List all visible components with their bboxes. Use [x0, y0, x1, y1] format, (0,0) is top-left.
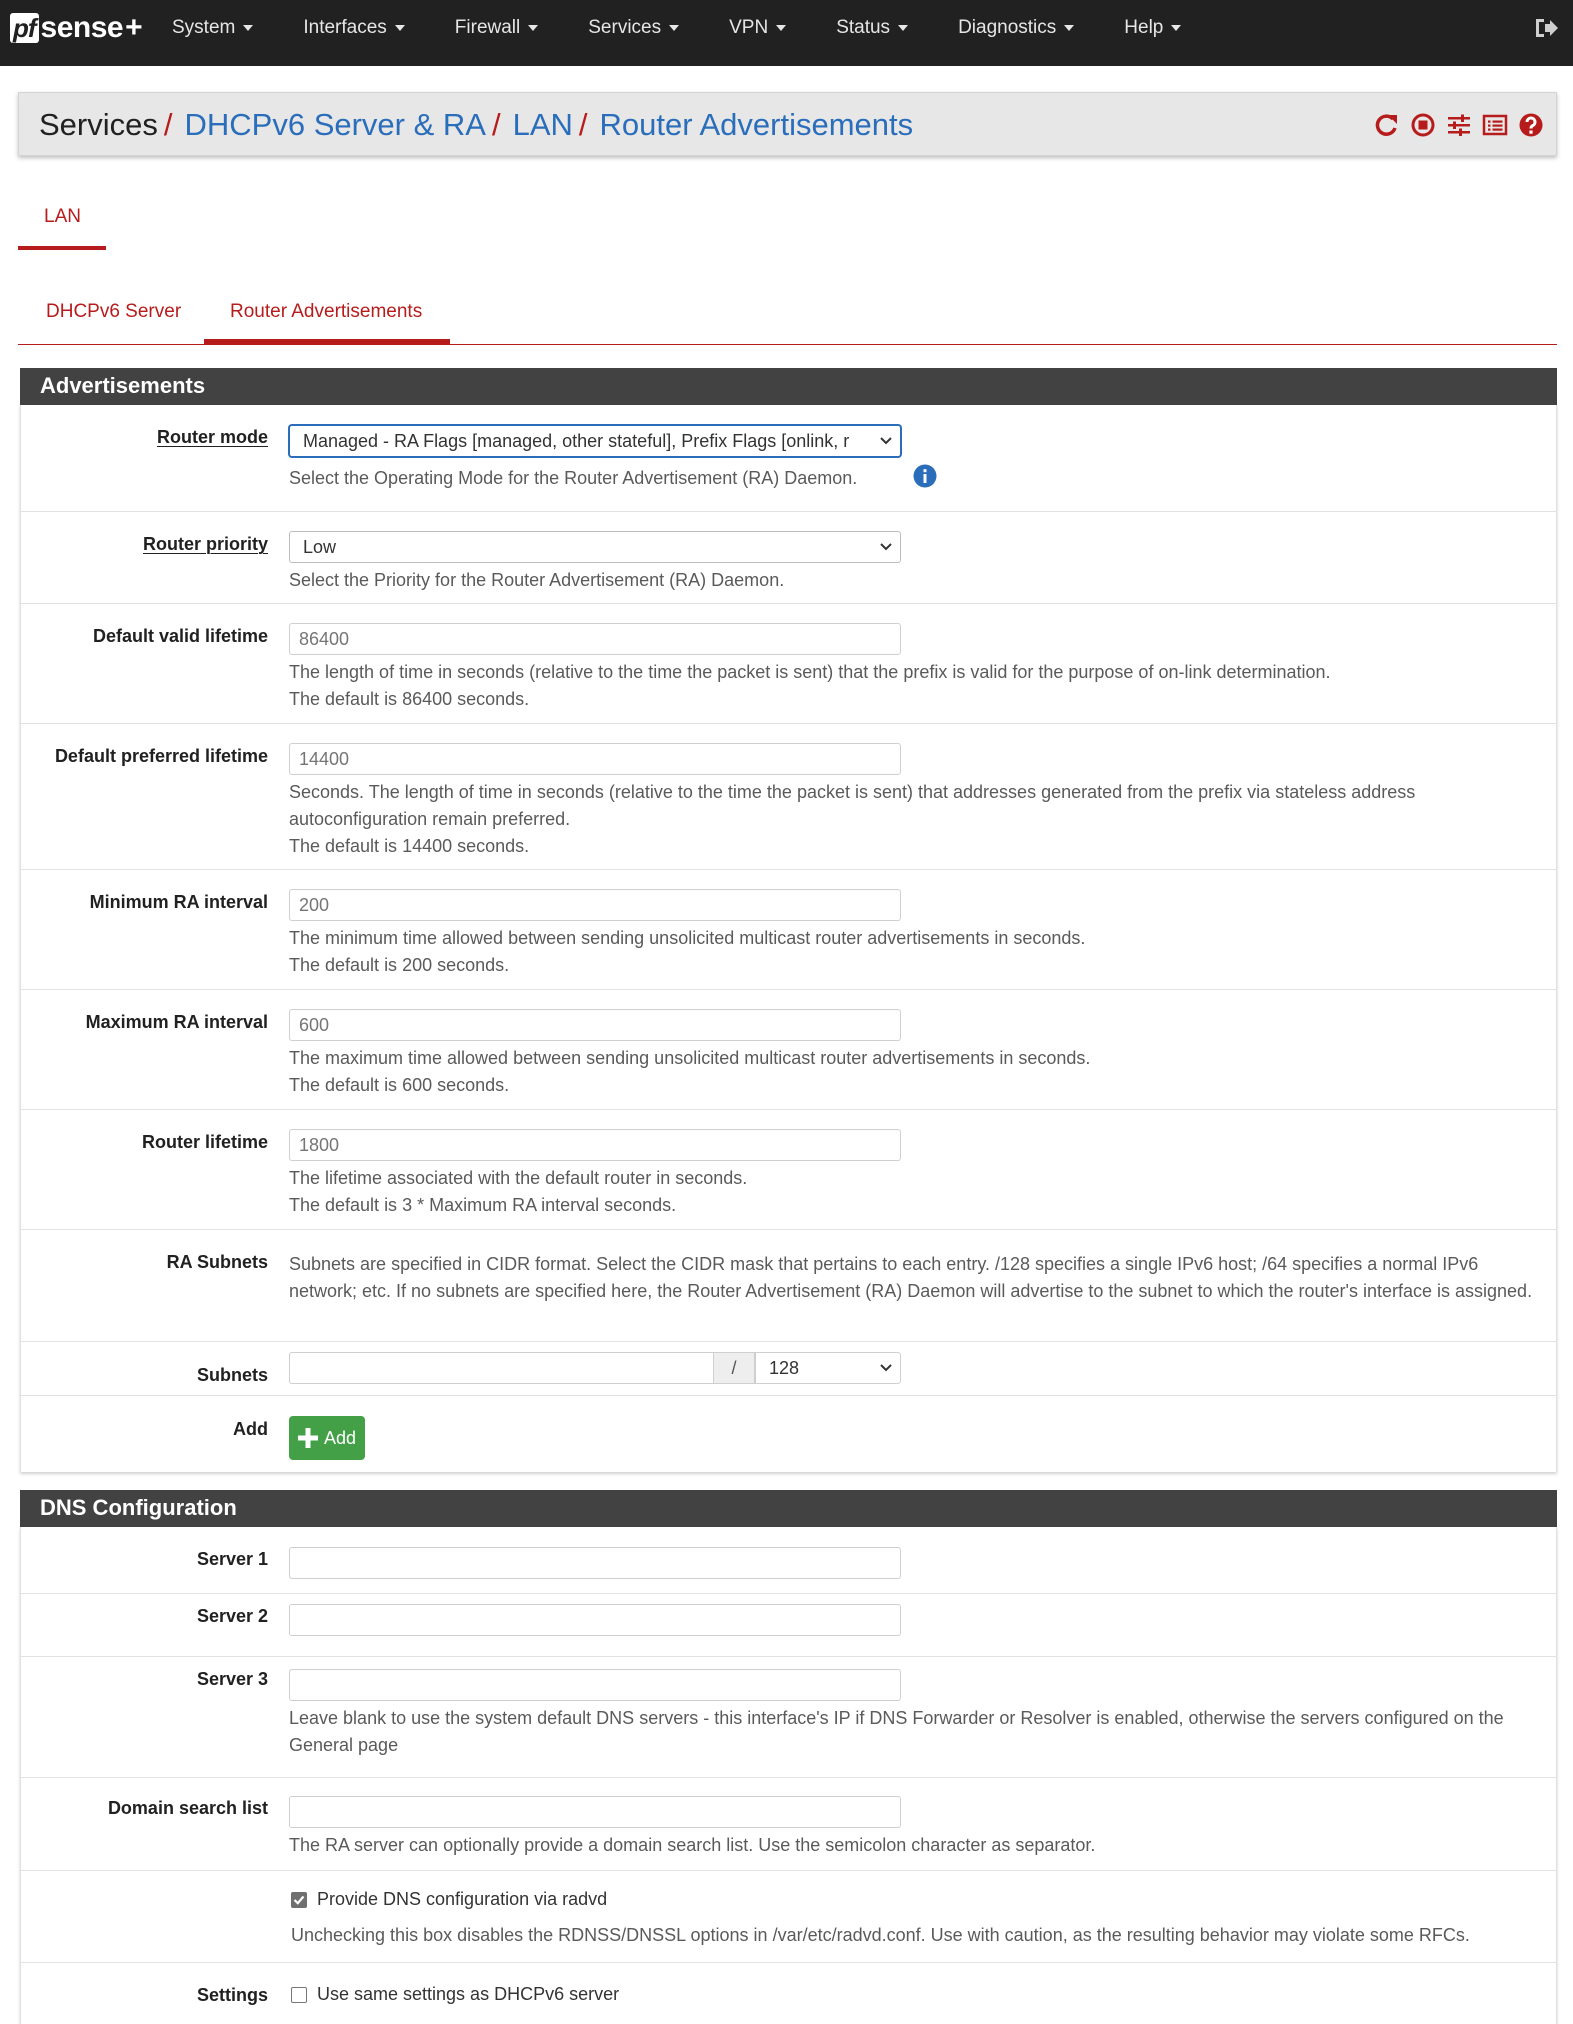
domain-search-label: Domain search list [107, 1798, 268, 1818]
server1-input[interactable] [289, 1547, 901, 1579]
menu-vpn[interactable]: VPN [729, 17, 786, 39]
add-label: Add [233, 1419, 268, 1439]
main-menu [172, 0, 1231, 56]
router-priority-label[interactable]: Router priority [142, 534, 268, 554]
server2-input[interactable] [289, 1604, 901, 1636]
max-ra-interval-help [289, 1045, 1539, 1099]
breadcrumb-separator: / [491, 107, 501, 142]
settings-label: Settings [196, 1985, 268, 2005]
subnet-mask-value: 128 [769, 1358, 800, 1378]
tab-dhcpv6-server[interactable]: DHCPv6 Server [46, 301, 182, 322]
breadcrumb-services: Services [39, 107, 158, 142]
dns-configuration-panel-title: DNS Configuration [20, 1490, 1557, 1527]
add-button-label: Add [324, 1427, 357, 1448]
menu-services[interactable]: Services [588, 17, 679, 39]
tab-router-advertisements[interactable]: Router Advertisements [230, 301, 423, 322]
server3-row [21, 1657, 1556, 1778]
tab-lan-active-indicator [18, 246, 106, 250]
min-ra-interval-label: Minimum RA interval [89, 892, 268, 912]
min-ra-interval-help-text: The minimum time allowed between sending unsolicited multicast router advertisements in seconds. [289, 928, 1086, 948]
router-lifetime-help [289, 1165, 1539, 1219]
valid-lifetime-default-text: The default is 86400 seconds. [289, 689, 530, 709]
menu-firewall[interactable]: Firewall [455, 17, 538, 39]
max-ra-interval-label: Maximum RA interval [85, 1012, 268, 1032]
radvd-row [21, 1871, 1556, 1963]
advertisements-panel-title: Advertisements [20, 368, 1557, 405]
subnet-slash: / [713, 1352, 755, 1384]
server1-label: Server 1 [196, 1549, 268, 1569]
max-ra-interval-input[interactable] [289, 1009, 901, 1041]
add-row [21, 1396, 1556, 1472]
tab-lan[interactable]: LAN [44, 206, 81, 227]
chevron-down-icon [669, 25, 679, 31]
preferred-lifetime-help [289, 779, 1519, 860]
min-ra-interval-row [21, 870, 1556, 990]
ra-subnets-row [21, 1230, 1556, 1342]
subnets-label: Subnets [196, 1365, 268, 1385]
breadcrumb-dhcpv6-server-ra[interactable]: DHCPv6 Server & RA [184, 107, 486, 142]
max-ra-interval-help-text: The maximum time allowed between sending unsolicited multicast router advertisements in seconds. [289, 1048, 1091, 1068]
router-lifetime-default-text: The default is 3 * Maximum RA interval seconds. [289, 1195, 677, 1215]
chevron-down-icon [243, 25, 253, 31]
router-priority-select[interactable] [289, 531, 901, 563]
help-icon[interactable] [1518, 111, 1544, 139]
ra-subnets-label: RA Subnets [166, 1252, 268, 1272]
chevron-down-icon [1171, 25, 1181, 31]
valid-lifetime-help [289, 659, 1539, 713]
ra-subnets-help: Subnets are specified in CIDR format. Select the CIDR mask that pertains to each entry. /128 specifies a single IPv6 host; /64 specifies a normal IPv6 network; etc. If no subnets are specified here, the Router Advertisement (RA) Daemon will advertise to the subnet to which the router's interface is assigned. [289, 1254, 1533, 1301]
preferred-lifetime-help-text: Seconds. The length of time in seconds (relative to the time the packet is sent) that addresses generated from the prefix via stateless address autoconfiguration remain preferred. [289, 782, 1416, 829]
brand-plus: + [125, 11, 143, 44]
breadcrumb-router-advertisements[interactable]: Router Advertisements [599, 107, 914, 142]
breadcrumb [39, 107, 913, 143]
advertisements-panel [20, 405, 1557, 1472]
valid-lifetime-row [21, 604, 1556, 724]
chevron-down-icon [1064, 25, 1074, 31]
related-settings-icon[interactable] [1446, 111, 1472, 139]
chevron-down-icon [880, 437, 892, 445]
stop-service-icon[interactable] [1410, 111, 1436, 139]
add-subnet-button[interactable] [289, 1416, 365, 1460]
chevron-down-icon [880, 1364, 892, 1372]
preferred-lifetime-default-text: The default is 14400 seconds. [289, 836, 530, 856]
server3-help: Leave blank to use the system default DNS servers - this interface's IP if DNS Forwarder or Resolver is enabled, otherwise the servers configured on the General page [289, 1708, 1504, 1755]
min-ra-interval-input[interactable] [289, 889, 901, 921]
server3-input[interactable] [289, 1669, 901, 1701]
router-mode-select[interactable] [289, 425, 901, 457]
logout-icon[interactable] [1533, 16, 1559, 40]
menu-diagnostics[interactable]: Diagnostics [958, 17, 1074, 39]
log-list-icon[interactable] [1482, 111, 1508, 139]
server1-row [21, 1527, 1556, 1594]
router-mode-value: Managed - RA Flags [managed, other stateful], Prefix Flags [onlink, r [303, 431, 850, 451]
menu-help[interactable]: Help [1124, 17, 1181, 39]
radvd-help: Unchecking this box disables the RDNSS/DNSSL options in /var/etc/radvd.conf. Use with caution, as the resulting behavior may violate some RFCs. [291, 1925, 1470, 1945]
subnet-mask-select[interactable] [755, 1352, 901, 1384]
valid-lifetime-label: Default valid lifetime [92, 626, 268, 646]
breadcrumb-actions [1374, 111, 1544, 139]
menu-system[interactable]: System [172, 17, 253, 39]
domain-search-input[interactable] [289, 1796, 901, 1828]
subnets-row [21, 1342, 1556, 1396]
brand-sense: sense [40, 11, 124, 44]
chevron-down-icon [528, 25, 538, 31]
preferred-lifetime-label: Default preferred lifetime [54, 746, 268, 766]
router-priority-row [21, 512, 1556, 604]
breadcrumb-lan[interactable]: LAN [512, 107, 573, 142]
chevron-down-icon [898, 25, 908, 31]
chevron-down-icon [395, 25, 405, 31]
router-lifetime-input[interactable] [289, 1129, 901, 1161]
min-ra-interval-help [289, 925, 1539, 979]
preferred-lifetime-input[interactable] [289, 743, 901, 775]
settings-row [21, 1963, 1556, 2024]
router-mode-row [21, 405, 1556, 512]
router-lifetime-row [21, 1110, 1556, 1230]
router-mode-help: Select the Operating Mode for the Router Advertisement (RA) Daemon. [289, 468, 858, 488]
router-mode-label[interactable]: Router mode [156, 427, 268, 447]
dns-configuration-panel [20, 1527, 1557, 2024]
pfsense-logo[interactable] [10, 10, 143, 46]
menu-interfaces[interactable]: Interfaces [303, 17, 404, 39]
same-settings-checkbox[interactable] [291, 1987, 307, 2003]
min-ra-interval-default-text: The default is 200 seconds. [289, 955, 510, 975]
router-priority-help: Select the Priority for the Router Advertisement (RA) Daemon. [289, 570, 785, 590]
max-ra-interval-default-text: The default is 600 seconds. [289, 1075, 510, 1095]
valid-lifetime-help-text: The length of time in seconds (relative to the time the packet is sent) that the prefix is valid for the purpose of on-link determination. [289, 662, 1331, 682]
server2-row [21, 1594, 1556, 1657]
same-settings-checkbox-label[interactable]: Use same settings as DHCPv6 server [317, 1984, 620, 2004]
breadcrumb-separator: / [163, 107, 173, 142]
domain-search-row [21, 1778, 1556, 1871]
info-icon[interactable] [913, 464, 937, 488]
chevron-down-icon [776, 25, 786, 31]
checkmark-icon [292, 1893, 306, 1907]
router-lifetime-help-text: The lifetime associated with the default router in seconds. [289, 1168, 748, 1188]
brand-pf: pf [10, 13, 39, 43]
router-lifetime-label: Router lifetime [141, 1132, 268, 1152]
breadcrumb-separator: / [578, 107, 588, 142]
valid-lifetime-input[interactable] [289, 623, 901, 655]
chevron-down-icon [880, 543, 892, 551]
menu-status[interactable]: Status [836, 17, 908, 39]
subnet-address-input[interactable] [289, 1352, 713, 1384]
radvd-checkbox[interactable] [291, 1892, 307, 1908]
breadcrumb-panel [18, 92, 1557, 156]
server2-label: Server 2 [196, 1606, 268, 1626]
preferred-lifetime-row [21, 724, 1556, 870]
restart-service-icon[interactable] [1374, 111, 1400, 139]
radvd-checkbox-label[interactable]: Provide DNS configuration via radvd [317, 1889, 608, 1909]
plus-icon [297, 1427, 319, 1449]
domain-search-help: The RA server can optionally provide a domain search list. Use the semicolon character as separator. [289, 1835, 1096, 1855]
top-navbar [0, 0, 1573, 66]
server3-label: Server 3 [196, 1669, 268, 1689]
router-priority-value: Low [303, 537, 337, 557]
tab-divider [18, 344, 1557, 345]
max-ra-interval-row [21, 990, 1556, 1110]
